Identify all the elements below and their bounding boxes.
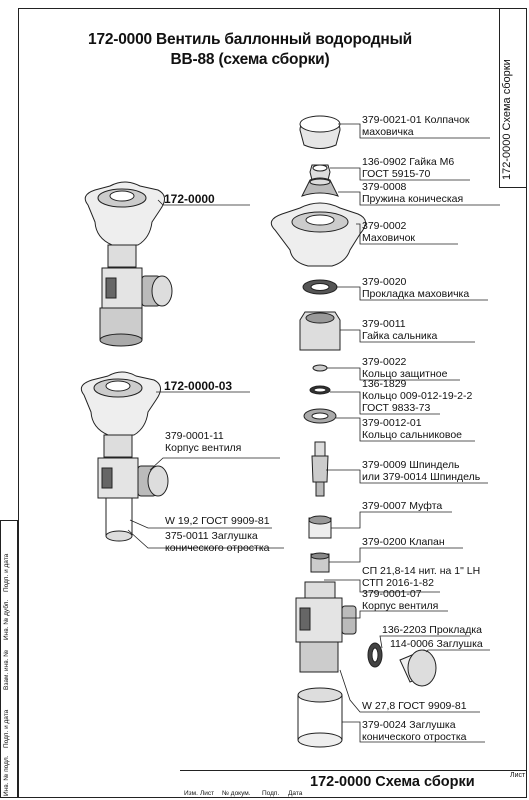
- part-callout-gland-nut: 379-0011 Гайка сальника: [362, 318, 438, 342]
- left-callout-plug: 375-0011 Заглушка конического отростка: [165, 530, 270, 554]
- part-callout-spring: 379-0008 Пружина коническая: [362, 181, 464, 205]
- title-line-2: ВВ-88 (схема сборки): [170, 51, 330, 68]
- part-callout-protective-ring: 379-0022 Кольцо защитное: [362, 356, 448, 380]
- strip-label-dup-inv: Инв. № дубл.: [3, 599, 10, 640]
- valve-assembly-03-icon: [81, 372, 168, 541]
- strip-label-replace-inv: Взам. инв. №: [3, 649, 10, 690]
- side-label: 172-0000 Схема сборки: [501, 59, 513, 180]
- left-callout-body: 379-0001-11 Корпус вентиля: [165, 430, 242, 454]
- stamp-col-date: Дата: [288, 790, 303, 797]
- valve-assembly-icon: [85, 182, 172, 346]
- stamp-sheet-label: Лист: [510, 772, 526, 779]
- part-callout-plug-0024: 379-0024 Заглушка конического отростка: [362, 719, 467, 743]
- part-callout-spindle: 379-0009 Шпиндель или 379-0014 Шпиндель: [362, 459, 481, 483]
- strip-label-sign-date-1: Подп. и дата: [3, 553, 10, 592]
- strip-label-sign-date-2: Подп. и дата: [3, 709, 10, 748]
- part-callout-thread-lh: СП 21,8-14 нит. на 1" LH СТП 2016-1-82: [362, 565, 481, 589]
- part-callout-valve: 379-0200 Клапан: [362, 536, 445, 548]
- assembly-label-172-0000-03: 172-0000-03: [164, 379, 233, 393]
- part-callout-gasket-2203: 136-2203 Прокладка: [382, 624, 482, 636]
- stamp-col-doc: № докум.: [222, 790, 251, 797]
- part-callout-body: 379-0001-07 Корпус вентиля: [362, 588, 439, 612]
- part-callout-cap-0006: 114-0006 Заглушка: [390, 638, 483, 650]
- stamp-col-change: Изм.: [184, 790, 198, 797]
- strip-label-orig-inv: Инв. № подл.: [3, 755, 10, 796]
- part-callout-gasket: 379-0020 Прокладка маховичка: [362, 276, 470, 300]
- assembly-label-172-0000: 172-0000: [164, 192, 215, 206]
- part-callout-coupling: 379-0007 Муфта: [362, 500, 443, 512]
- stamp-col-sign: Подп.: [262, 790, 280, 797]
- part-callout-thread-w27: W 27,8 ГОСТ 9909-81: [362, 700, 467, 712]
- part-callout-packing-ring: 379-0012-01 Кольцо сальниковое: [362, 417, 463, 441]
- stamp-title: 172-0000 Схема сборки: [310, 774, 475, 790]
- title-line-1: 172-0000 Вентиль баллонный водородный: [88, 31, 412, 48]
- part-callout-handwheel: 379-0002 Маховичок: [362, 220, 416, 244]
- part-callout-cap: 379-0021-01 Колпачок маховичка: [362, 114, 470, 138]
- left-callout-thread: W 19,2 ГОСТ 9909-81: [165, 515, 270, 527]
- part-callout-nut: 136-0902 Гайка М6 ГОСТ 5915-70: [362, 156, 455, 180]
- stamp-col-sheet: Лист: [200, 790, 215, 797]
- part-callout-o-ring: 136-1829 Кольцо 009-012-19-2-2 ГОСТ 9833-73: [362, 378, 473, 414]
